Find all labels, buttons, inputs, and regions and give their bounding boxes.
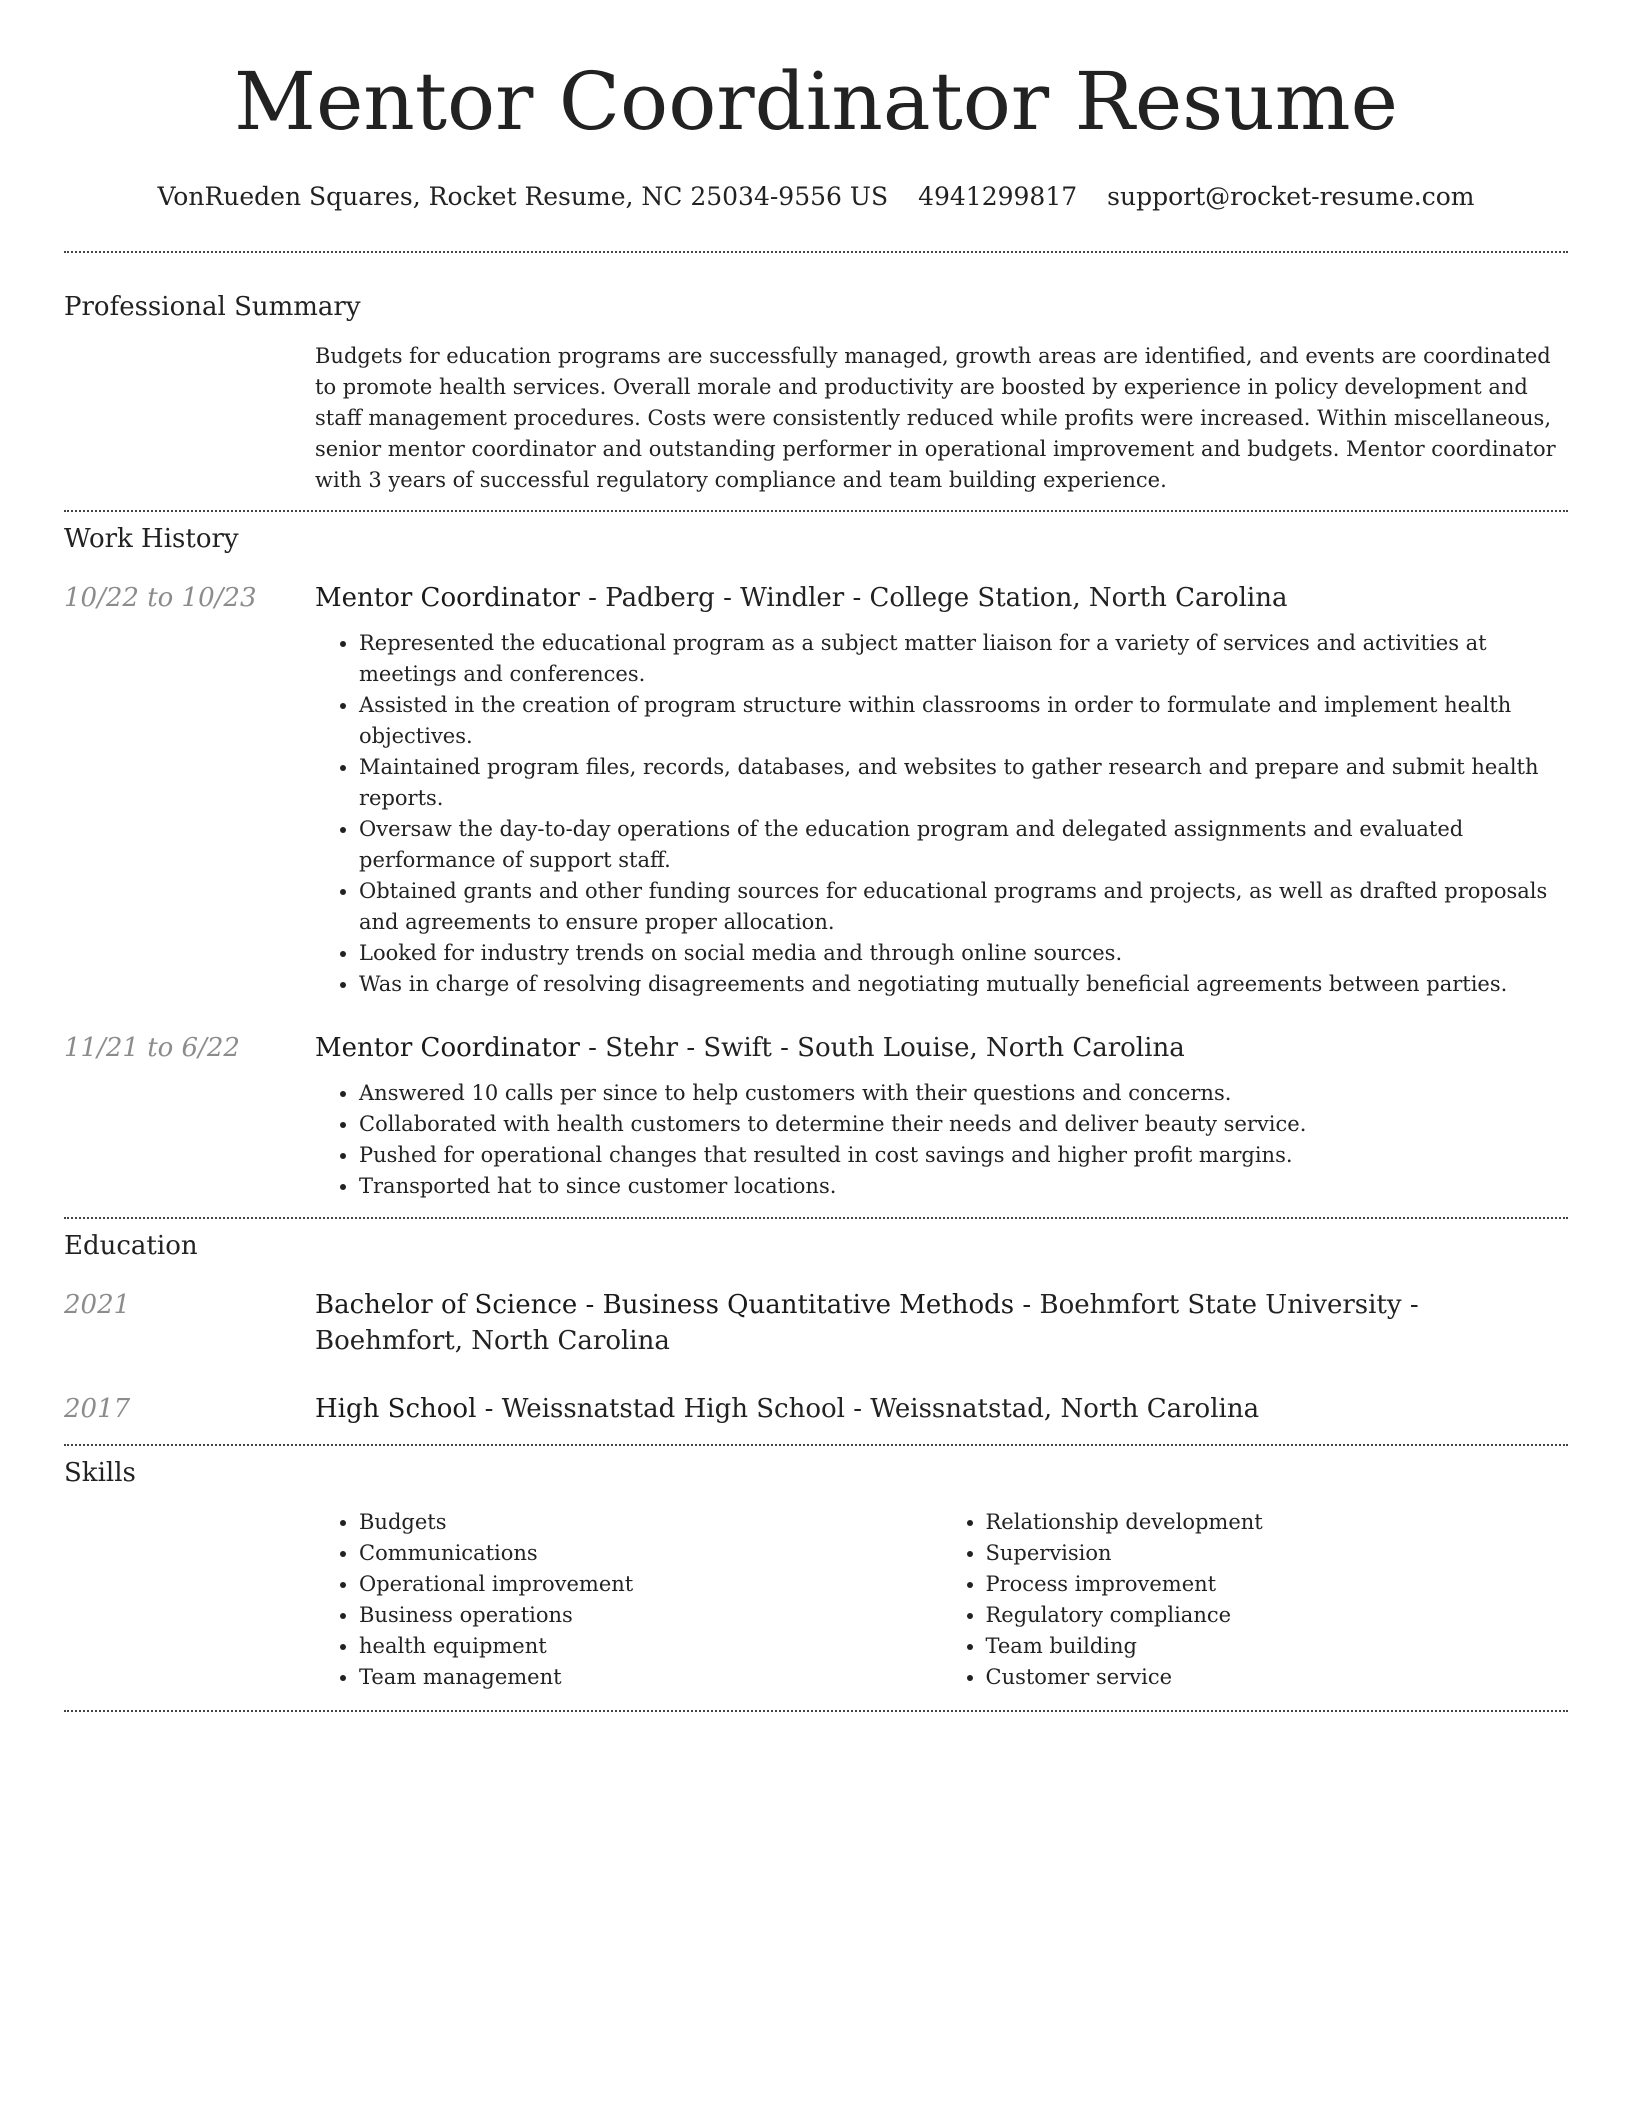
list-item: • Maintained program files, records, databases, and websites to gather research and prepare and submit health reports. xyxy=(359,752,1568,814)
skill-item: • Regulatory compliance xyxy=(986,1600,1569,1631)
list-item: • Represented the educational program as a subject matter liaison for a variety of services and activities at meetings and conferences. xyxy=(359,628,1568,690)
work-history-section xyxy=(64,512,1568,1202)
education-degree xyxy=(315,1287,1568,1359)
education-entry xyxy=(64,1287,1568,1359)
skill-item: • Budgets xyxy=(359,1507,942,1538)
skill-item: • Business operations xyxy=(359,1600,942,1631)
education-year: 2017 xyxy=(64,1394,131,1424)
education-degree xyxy=(315,1391,1568,1427)
skill-item: • Process improvement xyxy=(986,1569,1569,1600)
job-bullets xyxy=(315,628,1568,1000)
contact-line xyxy=(64,180,1568,214)
list-item: • Obtained grants and other funding sources for educational programs and projects, as well as drafted proposals and agreements to ensure proper allocation. xyxy=(359,876,1568,938)
list-item: • Looked for industry trends on social media and through online sources. xyxy=(359,938,1568,969)
job-entry xyxy=(64,1030,1568,1202)
degree-name: Bachelor of Science - Business Quantitative Methods xyxy=(315,1290,1015,1320)
skill-item: • Operational improvement xyxy=(359,1569,942,1600)
job-company: - Stehr - Swift - South Louise, North Carolina xyxy=(579,1033,1185,1063)
list-item: • Answered 10 calls per since to help customers with their questions and concerns. xyxy=(359,1078,1568,1109)
education-entry xyxy=(64,1391,1568,1427)
skills-section xyxy=(64,1446,1568,1693)
skill-item: • Supervision xyxy=(986,1538,1569,1569)
education-section xyxy=(64,1219,1568,1427)
list-item: • Assisted in the creation of program structure within classrooms in order to formulate and implement health objectives. xyxy=(359,690,1568,752)
resume-title: Mentor Coordinator Resume xyxy=(234,55,1398,148)
skills-list-right xyxy=(942,1507,1569,1693)
resume-page xyxy=(64,0,1568,1712)
job-title xyxy=(315,580,1568,616)
job-company: - Padberg - Windler - College Station, North Carolina xyxy=(579,583,1288,613)
section-divider xyxy=(64,1710,1568,1712)
list-item: • Collaborated with health customers to determine their needs and deliver beauty service. xyxy=(359,1109,1568,1140)
skill-item: • Team building xyxy=(986,1631,1569,1662)
skill-item: • health equipment xyxy=(359,1631,942,1662)
list-item: • Transported hat to since customer locations. xyxy=(359,1171,1568,1202)
skills-heading: Skills xyxy=(64,1458,136,1488)
contact-address: VonRueden Squares, Rocket Resume, NC 25034-9556 US xyxy=(157,182,889,211)
degree-school: - Boehmfort State University - Boehmfort, North Carolina xyxy=(315,1290,1419,1356)
list-item: • Was in charge of resolving disagreements and negotiating mutually beneficial agreements between parties. xyxy=(359,969,1568,1000)
degree-school: - Weissnatstad High School - Weissnatstad, North Carolina xyxy=(476,1394,1260,1424)
degree-name: High School xyxy=(315,1394,477,1424)
job-role: Mentor Coordinator xyxy=(315,1033,580,1063)
job-dates: 11/21 to 6/22 xyxy=(64,1033,240,1063)
list-item: • Pushed for operational changes that resulted in cost savings and higher profit margins. xyxy=(359,1140,1568,1171)
summary-section xyxy=(64,253,1568,496)
skill-item: • Relationship development xyxy=(986,1507,1569,1538)
contact-phone: 4941299817 xyxy=(918,182,1078,211)
job-role: Mentor Coordinator xyxy=(315,583,580,613)
education-year: 2021 xyxy=(64,1290,131,1320)
summary-text: Budgets for education programs are successfully managed, growth areas are identified, and events are coordinated to promote health services. Overall morale and productivity are boosted by experience in policy development and staff management procedures. Costs were consistently reduced while profits were increased. Within miscellaneous, senior mentor coordinator and outstanding performer in operational improvement and budgets. Mentor coordinator with 3 years of successful regulatory compliance and team building experience. xyxy=(315,344,1556,492)
education-heading: Education xyxy=(64,1231,198,1261)
job-title xyxy=(315,1030,1568,1066)
job-dates: 10/22 to 10/23 xyxy=(64,583,257,613)
skill-item: • Customer service xyxy=(986,1662,1569,1693)
work-history-heading: Work History xyxy=(64,524,239,554)
skills-list-left xyxy=(315,1507,942,1693)
skill-item: • Communications xyxy=(359,1538,942,1569)
contact-email: support@rocket-resume.com xyxy=(1107,182,1475,211)
job-entry xyxy=(64,580,1568,1000)
skill-item: • Team management xyxy=(359,1662,942,1693)
list-item: • Oversaw the day-to-day operations of the education program and delegated assignments and evaluated performance of support staff. xyxy=(359,814,1568,876)
job-bullets xyxy=(315,1078,1568,1202)
summary-heading: Professional Summary xyxy=(64,292,361,322)
